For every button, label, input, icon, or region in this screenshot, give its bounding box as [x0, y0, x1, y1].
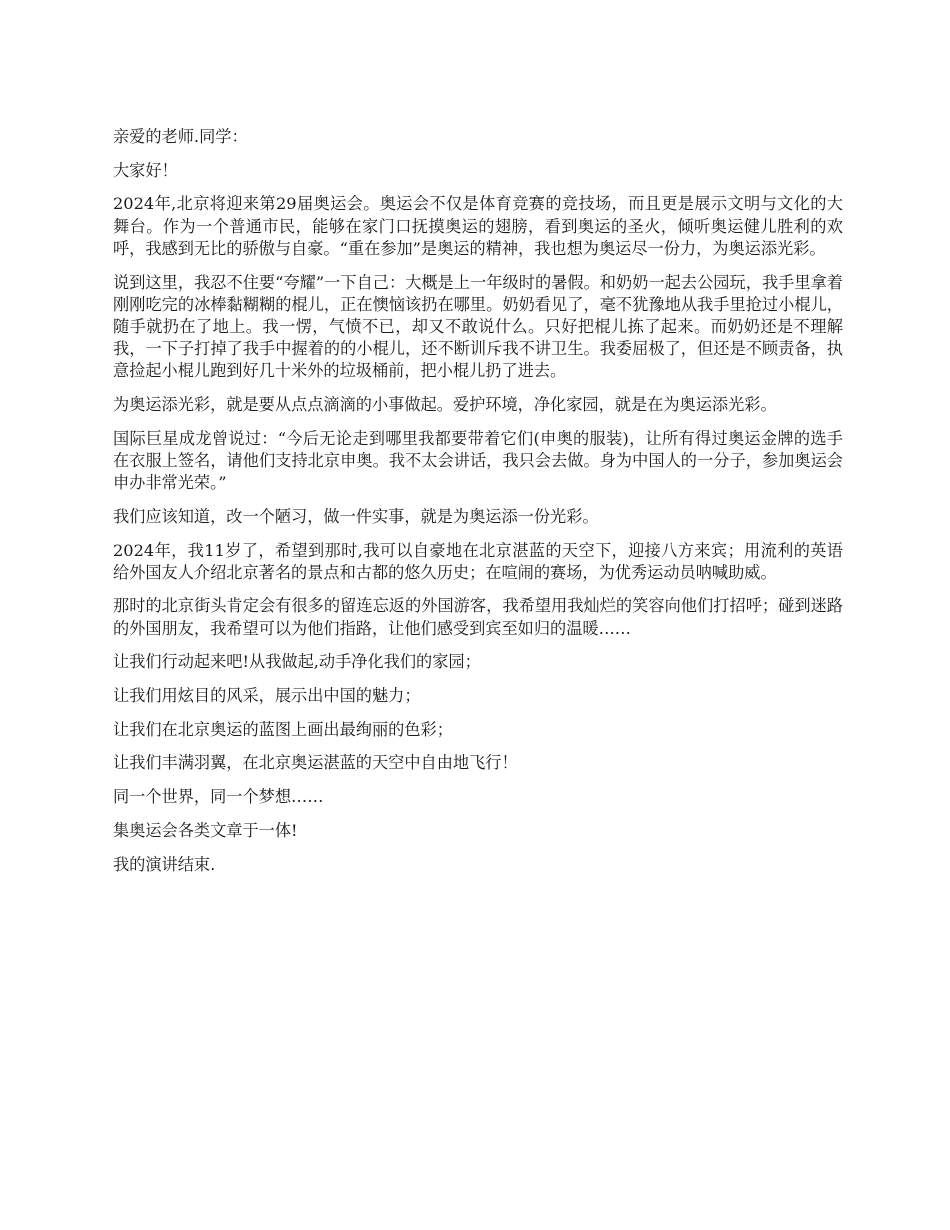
- paragraph: 说到这里，我忍不住要“夸耀”一下自己：大概是上一年级时的暑假。和奶奶一起去公园玩，我手里拿着刚刚吃完的冰棒黏糊糊的棍儿，正在懊恼该扔在哪里。奶奶看见了，毫不犹豫地从我手里抢过小棍儿，随手就扔在了地上。我一愣，气愤不已，却又不敢说什么。只好把棍儿拣了起来。而奶奶还是不理解我，一下子打掉了我手中握着的的小棍儿，还不断训斥我不讲卫生。我委屈极了，但还是不顾责备，执意捡起小棍儿跑到好几十米外的垃圾桶前，把小棍儿扔了进去。: [113, 272, 843, 381]
- closing: 我的演讲结束.: [113, 854, 216, 874]
- paragraph: 那时的北京街头肯定会有很多的留连忘返的外国游客，我希望用我灿烂的笑容向他们打招呼；碰到迷路的外国朋友，我希望可以为他们指路，让他们感受到宾至如归的温暖……: [113, 596, 843, 638]
- paragraph: 2024年，我11岁了，希望到那时,我可以自豪地在北京湛蓝的天空下，迎接八方来宾；用流利的英语给外国友人介绍北京著名的景点和古都的悠久历史；在喧闹的赛场，为优秀运动员呐喊助威。: [113, 540, 843, 582]
- document-body: [113, 126, 843, 887]
- paragraph: 同一个世界，同一个梦想……: [113, 787, 324, 807]
- paragraph: 我们应该知道，改一个陋习，做一件实事，就是为奥运添一份光彩。: [113, 506, 599, 526]
- paragraph: 让我们用炫目的风采，展示出中国的魅力；: [113, 686, 421, 706]
- paragraph: 集奥运会各类文章于一体!: [113, 820, 298, 840]
- paragraph: 让我们丰满羽翼，在北京奥运湛蓝的天空中自由地飞行！: [113, 753, 518, 773]
- paragraph: 2024年,北京将迎来第29届奥运会。奥运会不仅是体育竞赛的竞技场，而且更是展示文明与文化的大舞台。作为一个普通市民，能够在家门口抚摸奥运的翅膀，看到奥运的圣火，倾听奥运健儿胜利的欢呼，我感到无比的骄傲与自豪。“重在参加”是奥运的精神，我也想为奥运尽一份力，为奥运添光彩。: [113, 194, 843, 258]
- paragraph: 让我们在北京奥运的蓝图上画出最绚丽的色彩；: [113, 719, 453, 739]
- paragraph: 国际巨星成龙曾说过：“今后无论走到哪里我都要带着它们(申奥的服装)，让所有得过奥运金牌的选手在衣服上签名，请他们支持北京申奥。我不太会讲话，我只会去做。身为中国人的一分子，参加奥运会申办非常光荣。”: [113, 428, 843, 493]
- salutation: 亲爱的老师.同学：: [113, 127, 248, 146]
- paragraph: 让我们行动起来吧!从我做起,动手净化我们的家园；: [113, 652, 481, 672]
- greeting: 大家好！: [113, 160, 178, 180]
- paragraph: 为奥运添光彩，就是要从点点滴滴的小事做起。爱护环境，净化家园，就是在为奥运添光彩。: [113, 395, 777, 415]
